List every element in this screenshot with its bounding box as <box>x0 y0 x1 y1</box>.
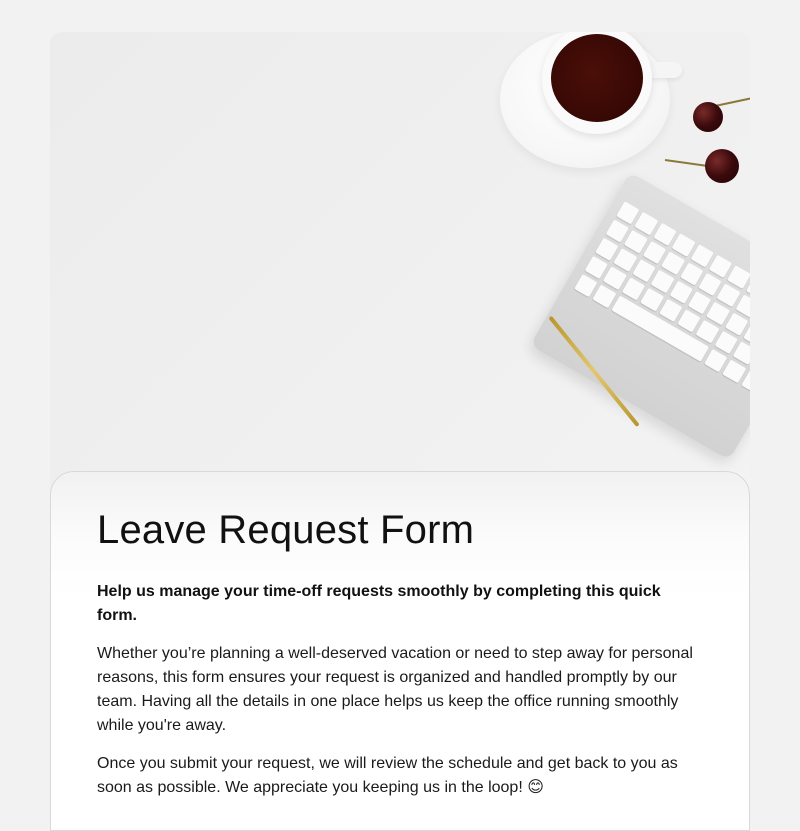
form-card <box>50 471 750 831</box>
coffee-image <box>551 34 643 122</box>
header-image <box>50 32 750 512</box>
form-title: Leave Request Form <box>97 508 475 552</box>
cherry-stem <box>665 159 710 167</box>
cherry-image <box>705 149 739 183</box>
cherry-image <box>693 102 723 132</box>
cherry-stem <box>715 97 750 107</box>
keyboard-image <box>530 172 750 460</box>
form-lead-text: Help us manage your time-off requests smoothly by completing this quick form. <box>97 583 661 624</box>
form-followup-text: Once you submit your request, we will review the schedule and get back to you as soon as possible. We appreciate you keeping us in the loop! 😊 <box>97 755 678 796</box>
keyboard-keys <box>574 201 750 393</box>
form-description: Whether you’re planning a well-deserved vacation or need to step away for personal reasons, this form ensures your request is organized and handled promptly by our team. Having all the details in one place helps us keep the office running smoothly while you're away. <box>97 645 693 734</box>
